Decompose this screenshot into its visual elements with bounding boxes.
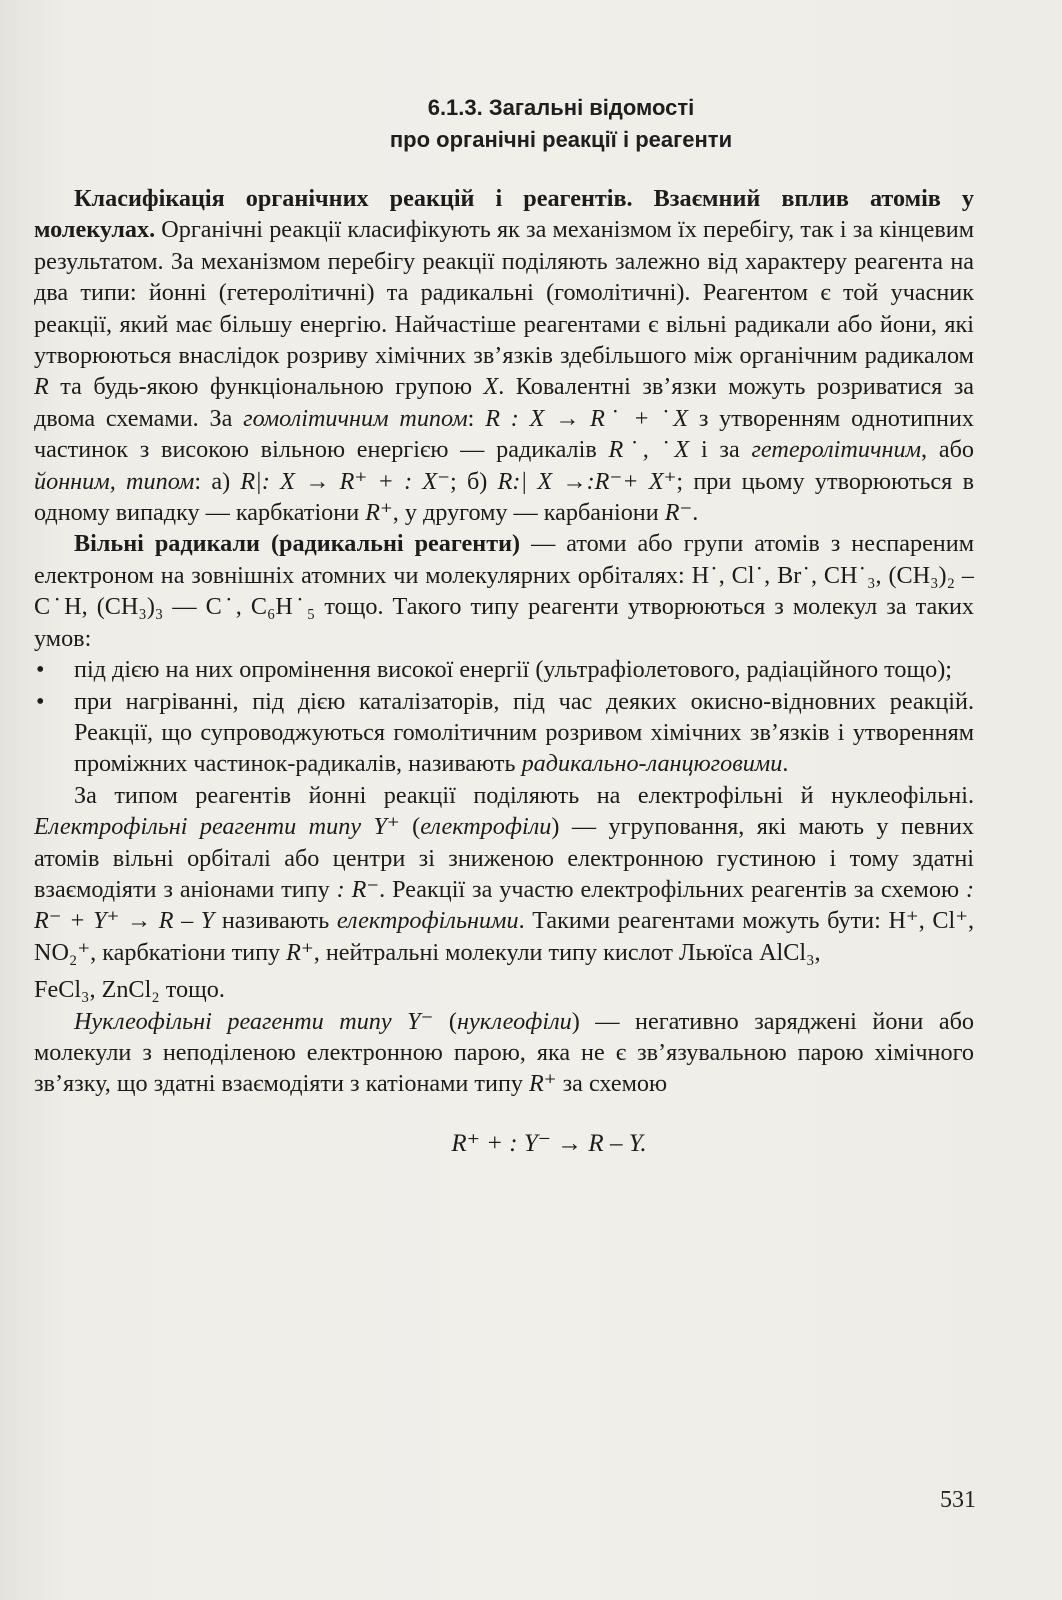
bullet-item <box>34 654 974 685</box>
text: : <box>194 467 202 495</box>
bullet-text: при нагріванні, під дією каталізаторів, під час деяких окисно-відновних реакцій. Реакції, що супроводжуються гомолітичним розривом хімічних зв’язків і утворенням проміжних частинок-радикалів, називають <box>74 687 974 778</box>
text: ( <box>399 813 421 841</box>
italic-term: гомолітичним типом <box>243 404 468 432</box>
formula: R⁺ <box>529 1070 557 1098</box>
formula: H˙, Cl˙, Br˙, CH˙₃, (CH₃)₂ – C˙H, (CH₃)₃ — C˙, C₆H˙₅ <box>34 561 974 621</box>
text: , у другому — карбаніони <box>392 499 665 527</box>
text: Органічні реакції класифікують як за механізмом їх перебігу, так і за кінцевим результатом. За механізмом перебігу реакції поділяють залежно від характеру реагента на два типи: йонні (гетеролітичні) та радикальні (гомолітичні). Реагентом є той учасник реакції, який має більшу енергію. Найчастіше реагентами є вільні радикали або йони, які утворюються внаслідок розриву хімічних зв’язків здебільшого між органічним радикалом <box>34 216 974 370</box>
formula: R : X → R˙ + ˙X <box>485 404 689 432</box>
heading-line-1: 6.1.3. Загальні відомості <box>427 95 695 120</box>
text: ) — негативно заряджені йони або молекули з неподіленою електронною парою, яка не є зв’язувальною парою хімічного зв’язку, що здатні взаємодіяти з катіонами типу <box>34 1007 974 1098</box>
paragraph-classification <box>34 183 974 528</box>
body-text <box>34 183 974 1159</box>
text: та будь-якою функціональною групою <box>48 373 484 401</box>
text: і за <box>689 436 752 464</box>
bold-lead: Класифікація органічних реакцій і реагентів. Взаємний вплив атомів у молекулах. <box>34 185 974 244</box>
bullet-text: під дією на них опромінення високої енергії (ультрафіолетового, радіаційного тощо); <box>74 656 952 684</box>
italic-term: Нуклеофільні реагенти типу Y⁻ <box>74 1007 434 1035</box>
text: . Реакції за участю електрофільних реагентів за схемою <box>379 875 966 903</box>
paragraph-free-radicals <box>34 528 974 654</box>
text: тощо. <box>159 976 225 1004</box>
text: ) — угруповання, які мають у певних атомів вільні орбіталі або центри зі зниженою електронною густиною і тому здатні взаємодіяти з аніонами типу <box>34 813 975 903</box>
paragraph-ionic-reactions-cont <box>34 974 974 1005</box>
paragraph-nucleophiles <box>34 1006 974 1100</box>
page-number: 531 <box>940 1487 976 1513</box>
text: ; б) <box>449 467 488 495</box>
text: . <box>782 750 789 778</box>
label: а) <box>211 467 231 495</box>
formula: : R⁻ <box>336 875 380 903</box>
bullet-item <box>34 686 974 780</box>
text: За типом реагентів йонні реакції поділяють на електрофільні й нуклеофільні. <box>74 781 974 809</box>
paragraph-ionic-reactions <box>34 780 974 968</box>
formula: R⁻ <box>664 499 693 527</box>
text: з утворенням однотипних частинок з високою вільною енергією — радикалів <box>34 404 974 464</box>
italic-term: радикально-ланцюговими <box>521 750 783 778</box>
text: , нейтральні молекули типу кислот Льюїса <box>313 938 760 966</box>
formula: R|: X → R⁺ + : X⁻ <box>240 467 450 495</box>
bold-lead: Вільні радикали (радикальні реагенти) <box>74 530 521 558</box>
text: . <box>692 499 699 527</box>
text: за схемою <box>556 1070 668 1098</box>
text: — атоми або групи атомів з неспареним електроном на зовнішніх атомних чи молекулярних орбіталях: <box>34 530 975 589</box>
text: карбкатіони типу <box>96 938 287 966</box>
italic-term: нуклеофіли <box>456 1007 572 1035</box>
text: . Такими реагентами можуть бути: <box>518 907 889 935</box>
italic-term: гетеролітичним <box>751 436 922 464</box>
formula: R⁺ <box>365 499 393 527</box>
text: називають <box>214 907 337 935</box>
formula: : R⁻ + Y⁺ → R – Y <box>34 875 974 935</box>
final-formula: R⁺ + : Y⁻ → R – Y. <box>451 1129 647 1157</box>
bullet-list <box>34 654 974 780</box>
italic-term: Електрофільні реагенти типу Y⁺ <box>34 813 400 841</box>
italic-term: електрофільними <box>336 907 519 935</box>
formula: R:| X →:R⁻+ X⁺ <box>497 467 677 495</box>
section-heading <box>0 92 1062 156</box>
italic-term: йонним, типом <box>34 467 195 495</box>
formula: FeCl₃, ZnCl₂ <box>34 976 160 1004</box>
text: тощо. Такого типу реагенти утворюються з молекул за таких умов: <box>34 593 975 652</box>
text: ( <box>433 1007 457 1035</box>
symbol: X <box>483 373 499 401</box>
formula: H⁺, Cl⁺, NO₂⁺, <box>34 907 975 966</box>
formula: AlCl₃, <box>759 938 821 966</box>
symbol: R <box>34 373 49 401</box>
heading-line-2: про органічні реакції і реагенти <box>389 127 733 152</box>
text: : <box>467 404 475 432</box>
formula: R˙, ˙X <box>608 436 690 464</box>
italic-term: електрофіли <box>420 813 552 841</box>
text: , або <box>921 436 974 464</box>
text: . Ковалентні зв’язки можуть розриватися за двома схемами. За <box>34 373 974 432</box>
formula: R⁺ <box>286 938 314 966</box>
text: ; при цьому утворюються в одному випадку — карбкатіони <box>34 467 974 527</box>
